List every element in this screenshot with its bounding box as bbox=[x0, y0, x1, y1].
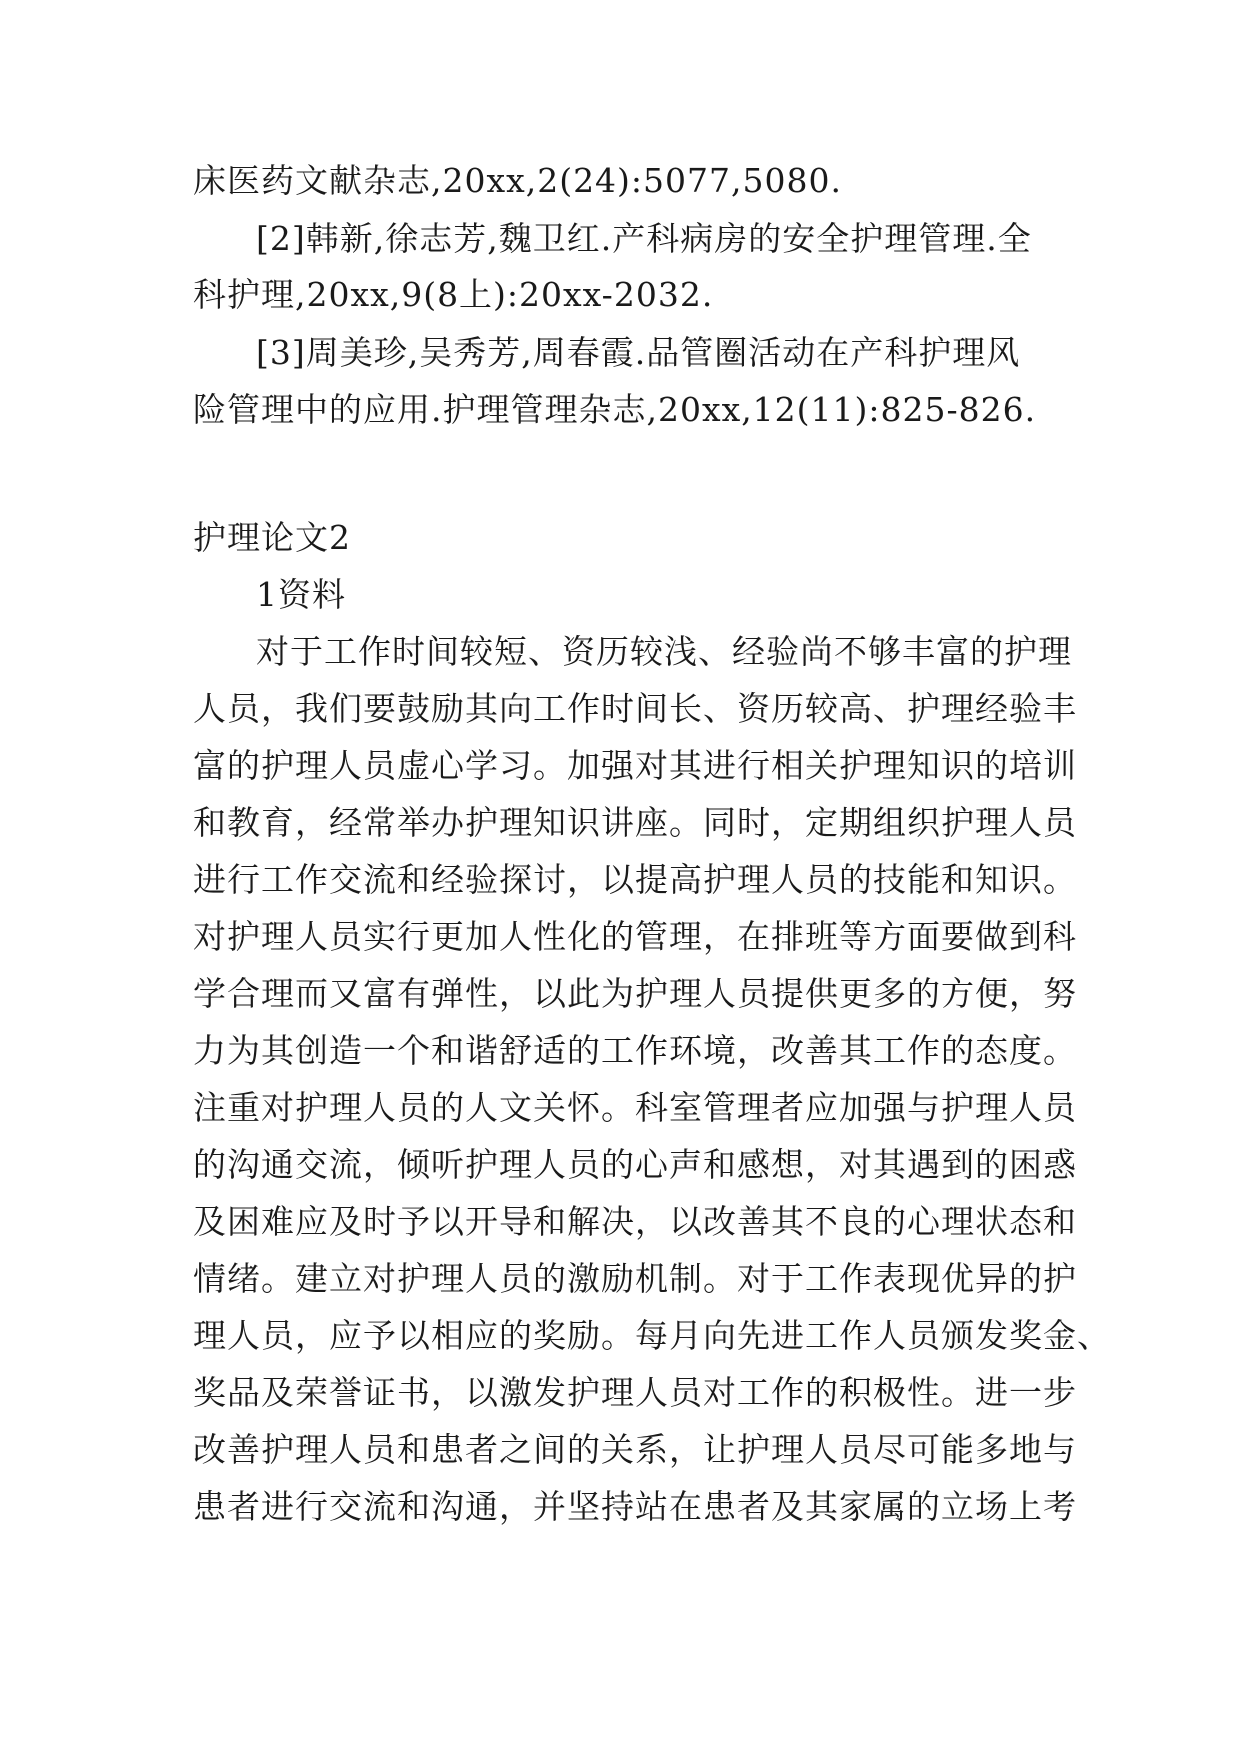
paragraph-line: 奖品及荣誉证书，以激发护理人员对工作的积极性。进一步 bbox=[193, 1373, 1077, 1412]
reference-line: 科护理,20xx,9(8上):20xx-2032. bbox=[193, 275, 714, 314]
reference-line: [2]韩新,徐志芳,魏卫红.产科病房的安全护理管理.全 bbox=[256, 219, 1032, 258]
section-title: 护理论文2 bbox=[193, 518, 351, 557]
paragraph-line: 的沟通交流，倾听护理人员的心声和感想，对其遇到的困惑 bbox=[193, 1145, 1077, 1184]
paragraph-line: 对护理人员实行更加人性化的管理，在排班等方面要做到科 bbox=[193, 917, 1077, 956]
paragraph-line: 学合理而又富有弹性，以此为护理人员提供更多的方便，努 bbox=[193, 974, 1077, 1013]
paragraph-line: 力为其创造一个和谐舒适的工作环境，改善其工作的态度。 bbox=[193, 1031, 1077, 1070]
reference-line: 床医药文献杂志,20xx,2(24):5077,5080. bbox=[193, 161, 842, 200]
paragraph-line: 对于工作时间较短、资历较浅、经验尚不够丰富的护理 bbox=[256, 632, 1072, 671]
reference-line: 险管理中的应用.护理管理杂志,20xx,12(11):825-826. bbox=[193, 390, 1037, 429]
paragraph-line: 进行工作交流和经验探讨，以提高护理人员的技能和知识。 bbox=[193, 860, 1077, 899]
paragraph-line: 和教育，经常举办护理知识讲座。同时，定期组织护理人员 bbox=[193, 803, 1077, 842]
paragraph-line: 患者进行交流和沟通，并坚持站在患者及其家属的立场上考 bbox=[193, 1487, 1077, 1526]
paragraph-line: 富的护理人员虚心学习。加强对其进行相关护理知识的培训 bbox=[193, 746, 1077, 785]
reference-line: [3]周美珍,吴秀芳,周春霞.品管圈活动在产科护理风 bbox=[256, 333, 1021, 372]
subsection-title: 1资料 bbox=[256, 575, 346, 614]
paragraph-line: 情绪。建立对护理人员的激励机制。对于工作表现优异的护 bbox=[193, 1259, 1077, 1298]
paragraph-line: 注重对护理人员的人文关怀。科室管理者应加强与护理人员 bbox=[193, 1088, 1077, 1127]
paragraph-line: 改善护理人员和患者之间的关系，让护理人员尽可能多地与 bbox=[193, 1430, 1077, 1469]
paragraph-line: 及困难应及时予以开导和解决，以改善其不良的心理状态和 bbox=[193, 1202, 1077, 1241]
paragraph-line: 人员，我们要鼓励其向工作时间长、资历较高、护理经验丰 bbox=[193, 689, 1077, 728]
paragraph-line: 理人员，应予以相应的奖励。每月向先进工作人员颁发奖金、 bbox=[193, 1316, 1111, 1355]
